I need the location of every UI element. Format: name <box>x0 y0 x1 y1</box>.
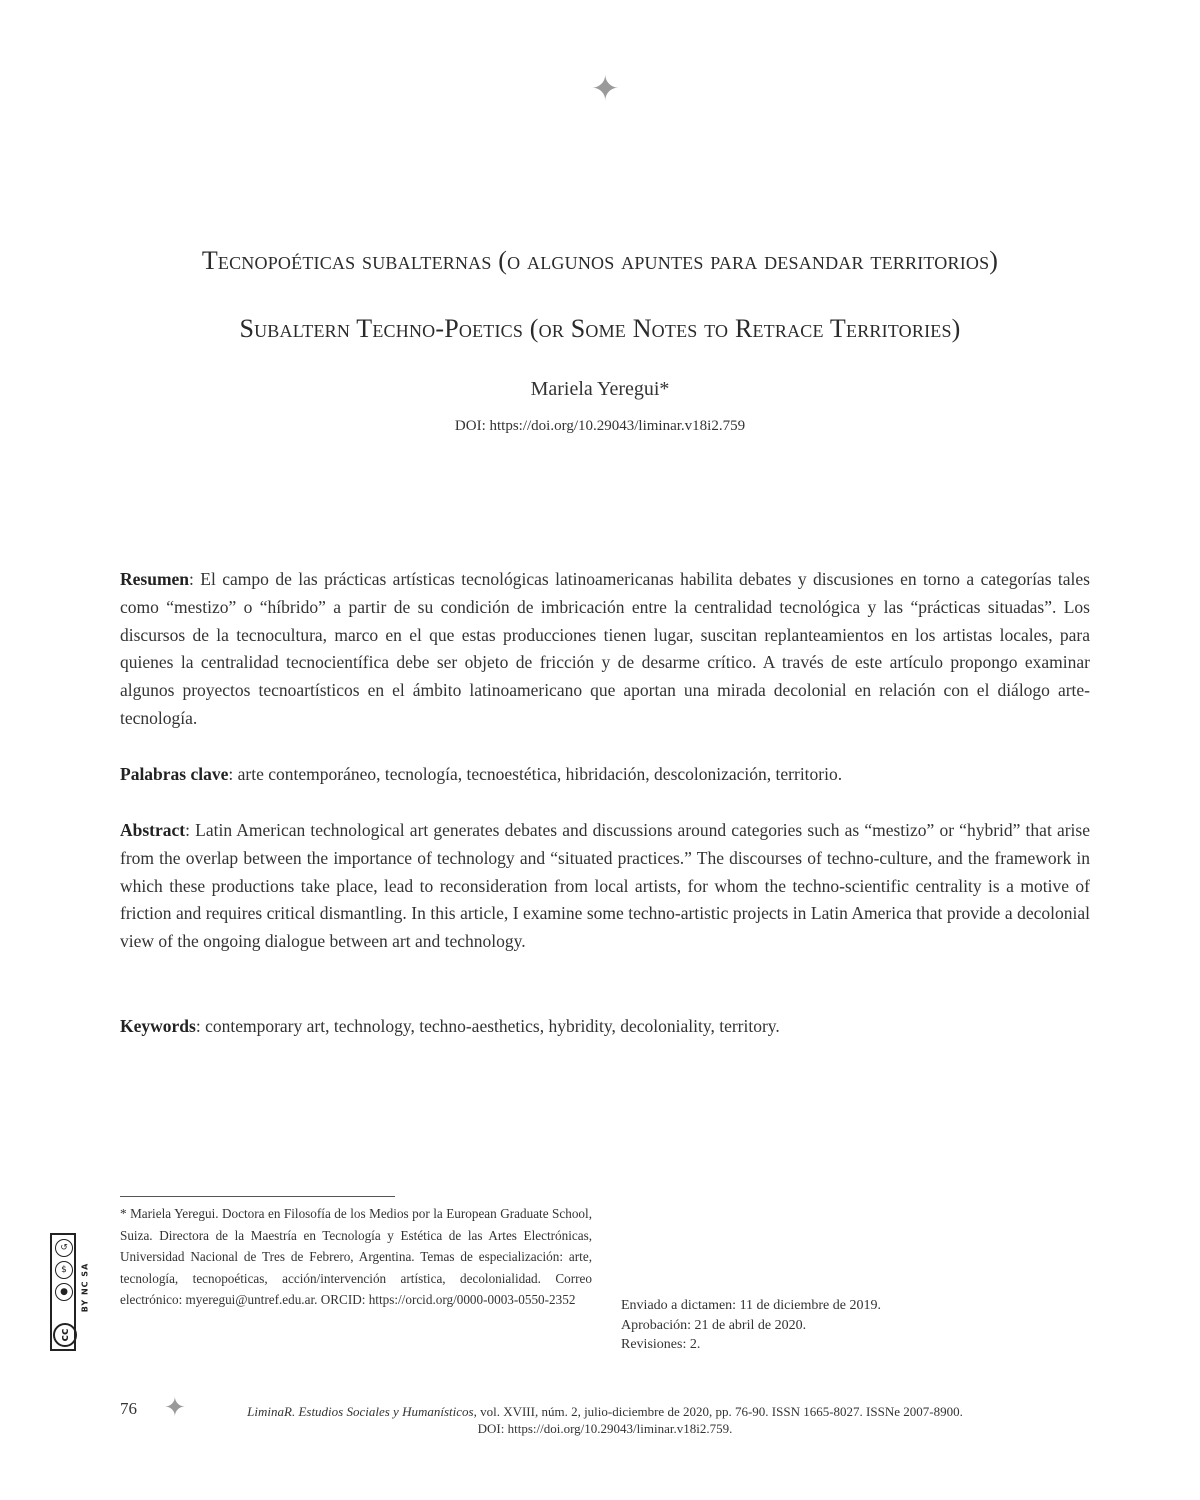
title-english: Subaltern Techno-Poetics (or Some Notes to Retrace Territories) <box>239 314 961 343</box>
non-commercial-icon: $ <box>55 1261 73 1279</box>
creative-commons-icon[interactable] <box>50 1233 76 1351</box>
author-name: Mariela Yeregui* <box>530 378 670 400</box>
share-alike-icon: ↺ <box>55 1239 73 1257</box>
revisions-count: Revisiones: 2. <box>621 1337 701 1352</box>
date-sent: Enviado a dictamen: 11 de diciembre de 2019. <box>621 1298 881 1313</box>
author-footnote: * Mariela Yeregui. Doctora en Filosofía de los Medios por la European Graduate School, Suiza. Directora de la Maestría en Tecnología y Estética de las Artes Electrónicas, Universidad Nacional de Tres de Febrero, Argentina. Temas de especialización: arte, tecnología, tecnopoéticas, acción/intervención artística, decolonialidad. Correo electrónico: myeregui@untref.edu.ar. ORCID: https://orcid.org/0000-0003-0550-2352 <box>120 1206 592 1307</box>
four-point-star-icon: ✦ <box>164 1393 186 1423</box>
palabras-clave-label: Palabras clave <box>120 764 229 784</box>
date-approved: Aprobación: 21 de abril de 2020. <box>621 1317 807 1333</box>
four-point-star-icon: ✦ <box>591 69 620 109</box>
abstract-label: Abstract <box>120 820 186 840</box>
page-number: 76 <box>120 1399 137 1418</box>
keywords-paragraph <box>120 1013 1090 1041</box>
footer-doi[interactable]: DOI: https://doi.org/10.29043/liminar.v18i2.759. <box>477 1421 733 1436</box>
cc-symbol: cc <box>53 1323 77 1347</box>
resumen-paragraph <box>120 566 1090 733</box>
submission-dates <box>621 1296 881 1355</box>
palabras-clave-text: : arte contemporáneo, tecnología, tecnoestética, hibridación, descolonización, territorio. <box>228 764 843 784</box>
palabras-clave-paragraph <box>120 761 1090 789</box>
attribution-icon: ● <box>55 1283 73 1301</box>
footnote-divider <box>120 1196 395 1197</box>
abstract-paragraph <box>120 817 1090 956</box>
keywords-text: : contemporary art, technology, techno-aesthetics, hybridity, decoloniality, territory. <box>195 1016 780 1036</box>
keywords-label: Keywords <box>120 1016 196 1036</box>
resumen-label: Resumen <box>120 569 190 589</box>
resumen-text: : El campo de las prácticas artísticas tecnológicas latinoamericanas habilita debates y discusiones en torno a categorías tales como “mestizo” o “híbrido” a partir de su condición de imbricación entre la centralidad tecnológica y las “prácticas situadas”. Los discursos de la tecnocultura, marco en el que estas producciones tienen lugar, suscitan replanteamientos en los artistas locales, para quienes la centralidad tecnocientífica debe ser objeto de fricción y de desarme crítico. A través de este artículo propongo examinar algunos proyectos tecnoartísticos en el ámbito latinoamericano que aportan una mirada decolonial en relación con el diálogo arte-tecnología. <box>120 569 1090 728</box>
abstract-text: : Latin American technological art generates debates and discussions around categories such as “mestizo” or “hybrid” that arise from the overlap between the importance of technology and “situated practices.” The discourses of techno-culture, and the framework in which these productions take place, lead to reconsideration from local artists, for whom the techno-scientific centrality is a motive of friction and requires critical dismantling. In this article, I examine some techno-artistic projects in Latin America that provide a decolonial view of the ongoing dialogue between art and technology. <box>120 820 1090 952</box>
title-spanish: Tecnopoéticas subalternas (o algunos apuntes para desandar territorios) <box>201 246 999 275</box>
license-labels-text: BY NC SA <box>80 1262 90 1313</box>
journal-citation <box>205 1403 1005 1437</box>
citation-details: , vol. XVIII, núm. 2, julio-diciembre de 2020, pp. 76-90. ISSN 1665-8027. ISSNe 2007-8900. <box>473 1404 963 1419</box>
doi-link[interactable]: DOI: https://doi.org/10.29043/liminar.v18i2.759 <box>454 418 746 434</box>
journal-name: LiminaR. Estudios Sociales y Humanísticos <box>247 1404 474 1419</box>
license-labels <box>78 1243 92 1343</box>
